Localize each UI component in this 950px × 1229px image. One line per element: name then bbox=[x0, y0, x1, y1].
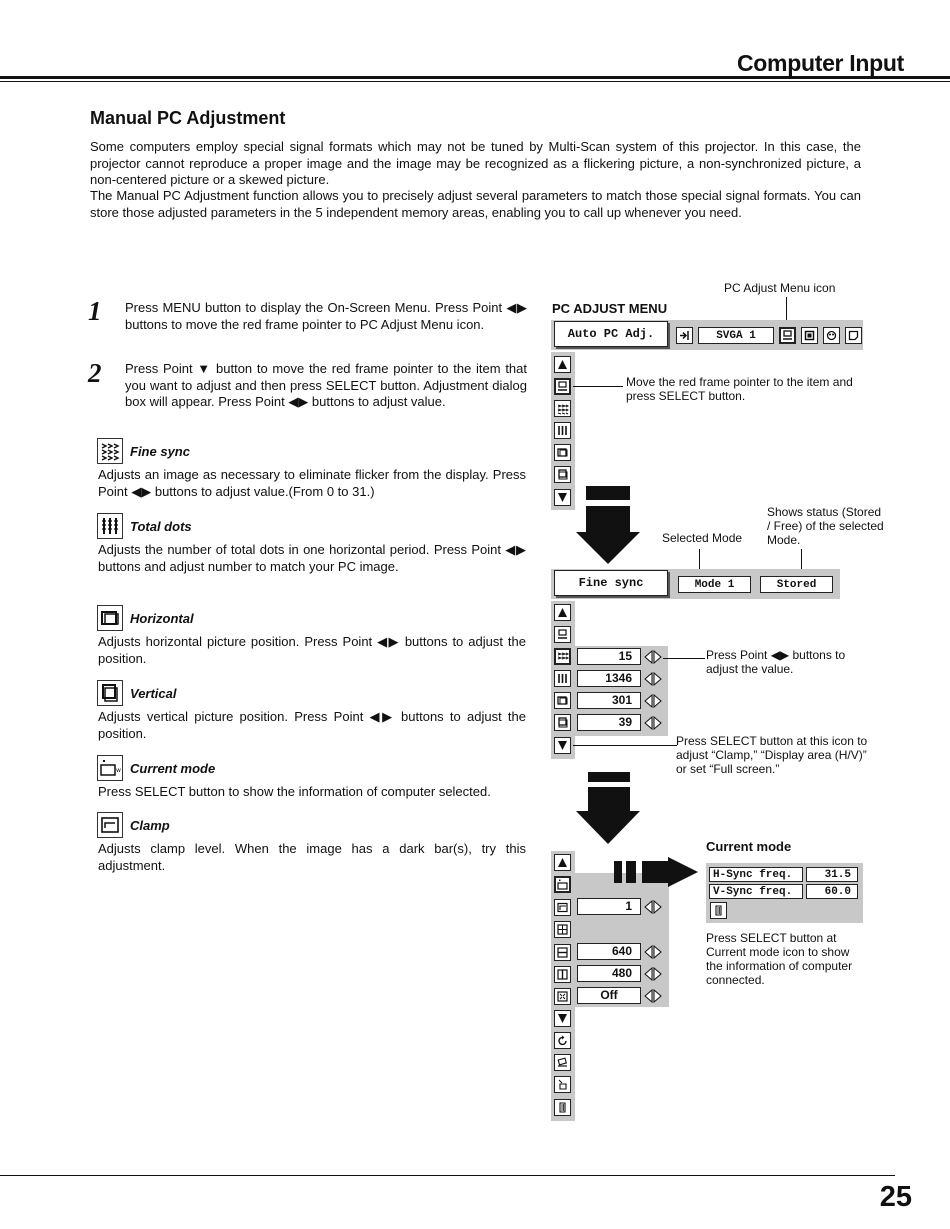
image-select-icon[interactable] bbox=[801, 327, 818, 344]
callout-line bbox=[786, 297, 787, 322]
scroll-down-icon[interactable] bbox=[554, 1010, 571, 1027]
horizontal-icon bbox=[97, 605, 123, 631]
fine-sync-value[interactable]: 15 bbox=[577, 648, 641, 665]
clamp-value[interactable]: 1 bbox=[577, 898, 641, 915]
quit-icon[interactable] bbox=[710, 902, 727, 919]
param-title: Vertical bbox=[130, 686, 177, 701]
mode-display: SVGA 1 bbox=[698, 327, 774, 344]
full-screen-icon[interactable] bbox=[554, 988, 571, 1005]
svg-text:w: w bbox=[116, 767, 121, 774]
vertical-menu-icon[interactable] bbox=[554, 714, 571, 731]
adjust-arrows-icon[interactable] bbox=[644, 693, 662, 709]
selected-mode-label: Selected Mode bbox=[662, 531, 743, 545]
display-area-v-icon[interactable] bbox=[554, 966, 571, 983]
status-value: Stored bbox=[760, 576, 833, 593]
vsync-label: V-Sync freq. bbox=[709, 884, 803, 899]
move-pointer-note: Move the red frame pointer to the item and press SELECT button. bbox=[626, 375, 853, 403]
display-area-icon[interactable] bbox=[554, 921, 571, 938]
horizontal-menu-icon[interactable] bbox=[554, 692, 571, 709]
adjust-arrows-icon[interactable] bbox=[644, 966, 662, 982]
current-mode-icon bbox=[97, 755, 123, 781]
current-mode-note: Press SELECT button at Current mode icon to show the information of computer connected. bbox=[706, 931, 853, 987]
reset-icon[interactable] bbox=[554, 1032, 571, 1049]
total-dots-value[interactable]: 1346 bbox=[577, 670, 641, 687]
current-mode-menu-icon[interactable] bbox=[554, 876, 571, 893]
step-text: Press Point ▼ button to move the red frame pointer to the item that you want to adjust and then press SELECT button. Adjustment dialog box will appear. Press Point ◀▶ buttons to adjust value. bbox=[125, 361, 527, 409]
adjust-arrows-icon[interactable] bbox=[644, 988, 662, 1004]
vertical-icon bbox=[97, 680, 123, 706]
step-text: Press MENU button to display the On-Screen Menu. Press Point ◀▶ buttons to move the red frame pointer to PC Adjust Menu icon. bbox=[125, 300, 527, 332]
param-desc: Adjusts an image as necessary to eliminate flicker from the display. Press Point ◀▶ buttons to adjust value.(From 0 to 31.) bbox=[98, 467, 526, 499]
screen-icon[interactable] bbox=[845, 327, 862, 344]
mode-value: Mode 1 bbox=[678, 576, 751, 593]
press-select-note: Press SELECT button at this icon to adjust “Clamp,” “Display area (H/V)” or set “Full screen.” bbox=[676, 734, 868, 776]
step-number: 1 bbox=[88, 296, 102, 326]
menu-title: PC ADJUST MENU bbox=[552, 301, 668, 316]
right-arrow-icon bbox=[614, 857, 698, 892]
param-title: Horizontal bbox=[130, 611, 194, 626]
param-title: Current mode bbox=[130, 761, 216, 776]
scroll-down-icon[interactable] bbox=[554, 737, 571, 754]
step-number: 2 bbox=[88, 358, 102, 388]
full-screen-value[interactable]: Off bbox=[577, 987, 641, 1004]
header-rule-thin bbox=[0, 81, 950, 82]
store-icon[interactable] bbox=[554, 1076, 571, 1093]
auto-pc-adj-button[interactable]: Auto PC Adj. bbox=[554, 321, 668, 347]
scroll-up-icon[interactable] bbox=[554, 604, 571, 621]
pc-adjust-menu-icon[interactable] bbox=[779, 327, 796, 344]
param-title: Total dots bbox=[130, 519, 192, 534]
adjust-arrows-icon[interactable] bbox=[644, 944, 662, 960]
vsync-value: 60.0 bbox=[806, 884, 858, 899]
display-area-h-value[interactable]: 640 bbox=[577, 943, 641, 960]
param-desc: Adjusts the number of total dots in one horizontal period. Press Point ◀▶ buttons and adjust number to match your PC image. bbox=[98, 542, 526, 574]
pc-adjust-icon-callout: PC Adjust Menu icon bbox=[724, 281, 836, 295]
intro-paragraph-1: Some computers employ special signal formats which may not be tuned by Multi-Scan system of this projector. In this case, the projector cannot reproduce a proper image and the image may be recognized as a flickering picture, a non-synchronized picture, a non-centered picture or a skewed picture. bbox=[90, 139, 861, 187]
scroll-up-icon[interactable] bbox=[554, 356, 571, 373]
chapter-title: Computer Input bbox=[737, 50, 904, 76]
current-mode-title: Current mode bbox=[706, 839, 792, 854]
fine-sync-button[interactable]: Fine sync bbox=[554, 570, 668, 596]
display-area-v-value[interactable]: 480 bbox=[577, 965, 641, 982]
callout-line bbox=[663, 658, 705, 659]
adjust-arrows-icon[interactable] bbox=[644, 671, 662, 687]
mode-free-icon[interactable] bbox=[554, 1054, 571, 1071]
callout-line bbox=[573, 745, 677, 746]
footer-rule bbox=[0, 1175, 895, 1176]
press-point-note: Press Point ◀▶ buttons to adjust the value. bbox=[706, 648, 846, 676]
callout-line bbox=[573, 386, 623, 387]
intro-paragraph-2: The Manual PC Adjustment function allows you to precisely adjust several parameters to match those special signal formats. You can store those adjusted parameters in the 5 independent memory areas, enabling you to call up whenever you need. bbox=[90, 188, 861, 220]
page-number: 25 bbox=[879, 1181, 912, 1213]
total-dots-menu-icon[interactable] bbox=[554, 422, 571, 439]
fine-sync-menu-icon[interactable] bbox=[554, 648, 571, 665]
quit-icon[interactable] bbox=[554, 1099, 571, 1116]
clamp-icon bbox=[97, 812, 123, 838]
clamp-menu-icon[interactable] bbox=[554, 899, 571, 916]
param-desc: Adjusts vertical picture position. Press Point ◀▶ buttons to adjust the position. bbox=[98, 709, 526, 741]
display-area-h-icon[interactable] bbox=[554, 944, 571, 961]
flow-arrow-icon bbox=[576, 772, 640, 849]
scroll-up-icon[interactable] bbox=[554, 854, 571, 871]
total-dots-icon bbox=[97, 513, 123, 539]
horizontal-menu-icon[interactable] bbox=[554, 444, 571, 461]
param-title: Clamp bbox=[130, 818, 170, 833]
input-icon[interactable] bbox=[676, 327, 693, 344]
image-adjust-icon[interactable] bbox=[823, 327, 840, 344]
header-rule bbox=[0, 76, 950, 79]
flow-arrow-icon bbox=[576, 486, 640, 569]
fine-sync-menu-icon[interactable] bbox=[554, 400, 571, 417]
adjust-arrows-icon[interactable] bbox=[644, 715, 662, 731]
hsync-value: 31.5 bbox=[806, 867, 858, 882]
scroll-down-icon[interactable] bbox=[554, 489, 571, 506]
adjust-arrows-icon[interactable] bbox=[644, 899, 662, 915]
total-dots-menu-icon[interactable] bbox=[554, 670, 571, 687]
param-desc: Adjusts horizontal picture position. Press Point ◀▶ buttons to adjust the position. bbox=[98, 634, 526, 666]
current-mode-menu-icon[interactable] bbox=[554, 626, 571, 643]
fine-sync-icon bbox=[97, 438, 123, 464]
hsync-label: H-Sync freq. bbox=[709, 867, 803, 882]
vertical-value[interactable]: 39 bbox=[577, 714, 641, 731]
param-title: Fine sync bbox=[130, 444, 190, 459]
horizontal-value[interactable]: 301 bbox=[577, 692, 641, 709]
param-desc: Press SELECT button to show the information of computer selected. bbox=[98, 784, 491, 799]
param-desc: Adjusts clamp level. When the image has a dark bar(s), try this adjustment. bbox=[98, 841, 526, 873]
adjust-arrows-icon[interactable] bbox=[644, 649, 662, 665]
current-mode-menu-icon[interactable] bbox=[554, 378, 571, 395]
status-note: Shows status (Stored / Free) of the selected Mode. bbox=[767, 505, 884, 547]
vertical-menu-icon[interactable] bbox=[554, 466, 571, 483]
section-heading: Manual PC Adjustment bbox=[90, 108, 286, 128]
